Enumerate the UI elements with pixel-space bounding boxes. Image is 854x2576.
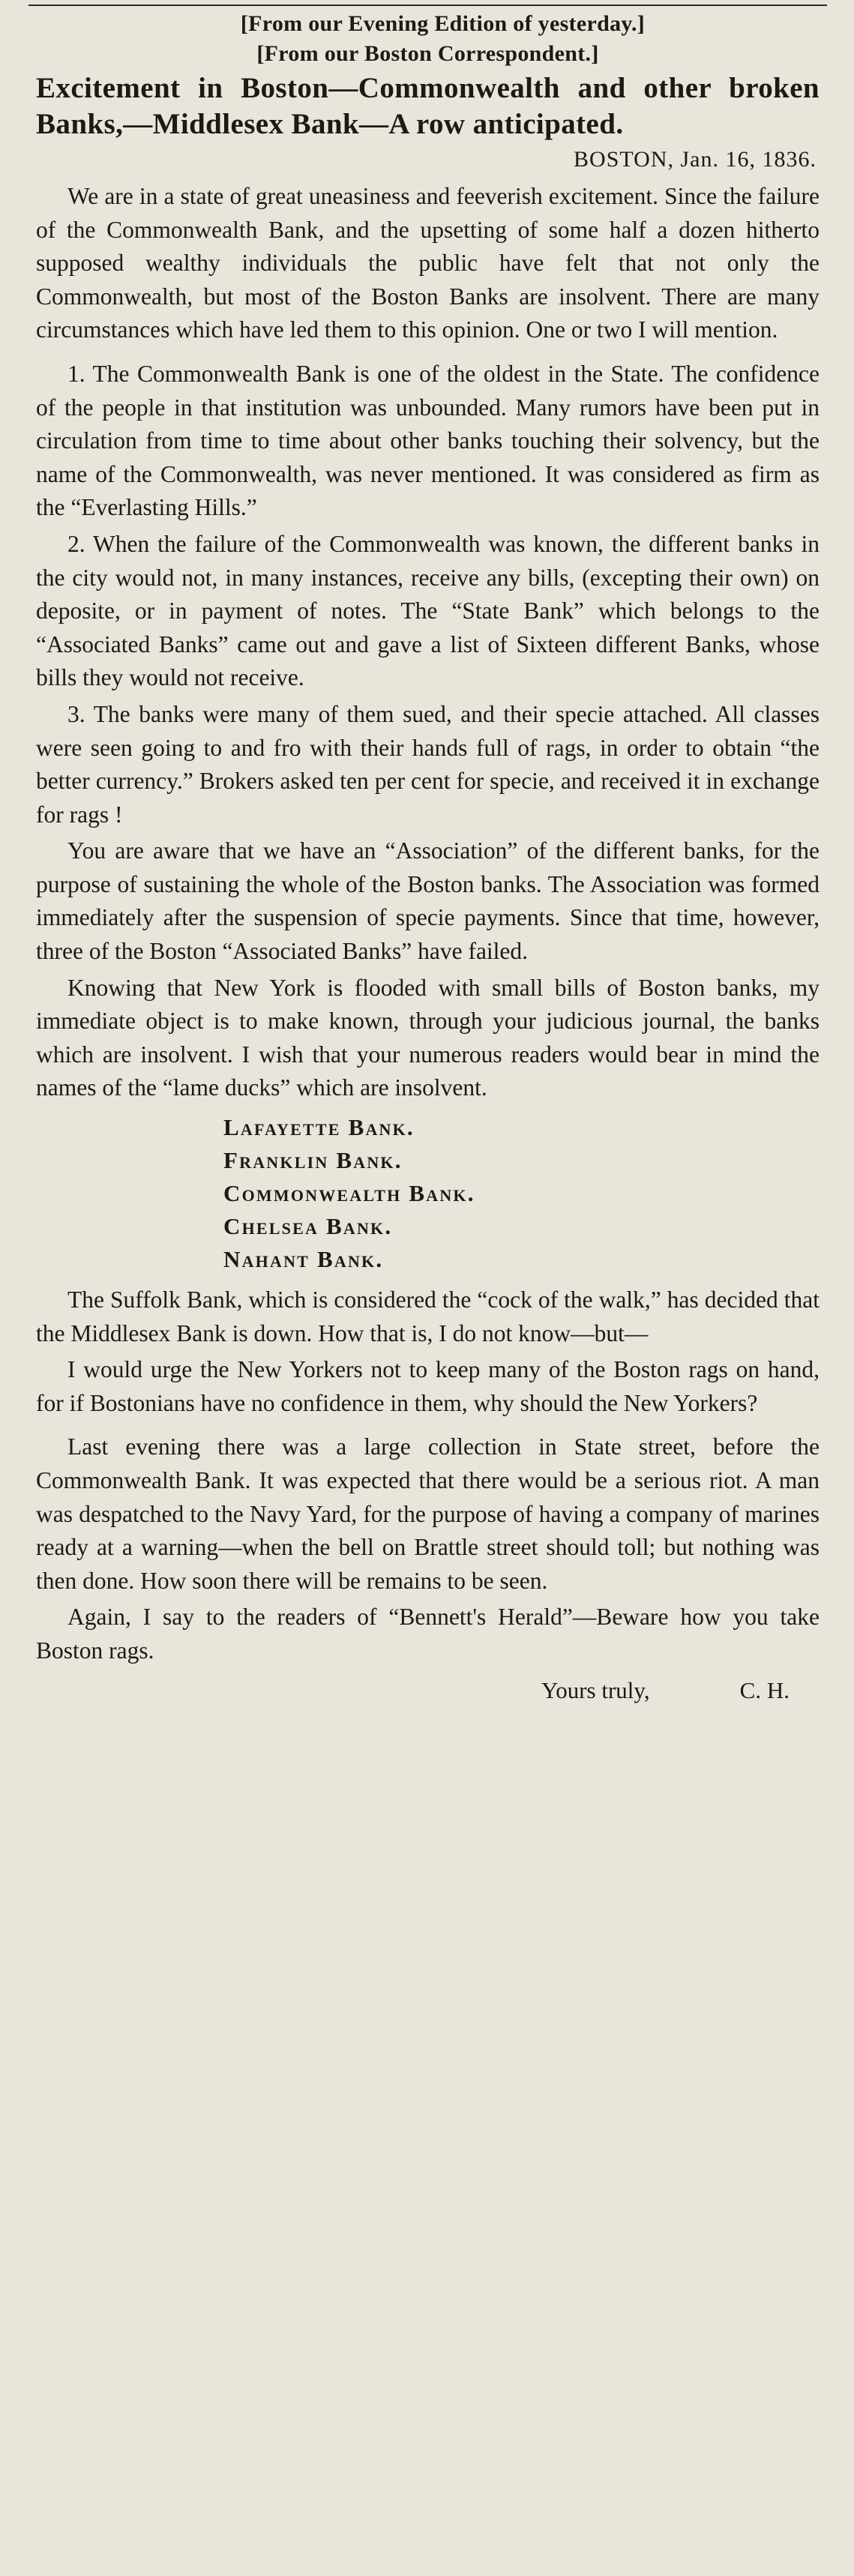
- paragraph: 3. The banks were many of them sued, and their specie attached. All classes were seen going to and fro with their hands full of rags, in order to obtain “the better currency.” Brokers asked ten per cent for specie, and received it in exchange for rags !: [36, 700, 820, 828]
- paragraph: Last evening there was a large collection in State street, before the Commonwealth Bank. It was expected that there would be a serious riot. A man was despatched to the Navy Yard, for the purpose of having a company of marines ready at a warning—when the bell on Brattle street should toll; but nothing was then done. How soon there will be remains to be seen.: [36, 1433, 820, 1594]
- author-initials: C. H.: [739, 1676, 790, 1703]
- correspondent-note: [From our Boston Correspondent.]: [256, 41, 599, 66]
- headline: Excitement in Boston—Commonwealth and other broken Banks,—Middlesex Bank—A row anticipated.: [36, 72, 820, 140]
- paragraph: 2. When the failure of the Commonwealth was known, the different banks in the city would not, in many instances, receive any bills, (excepting their own) on deposite, or in payment of notes. The “State Bank” which belongs to the “Associated Banks” came out and gave a list of Sixteen different Banks, whose bills they would not receive.: [36, 530, 820, 691]
- paragraph: The Suffolk Bank, which is considered the “cock of the walk,” has decided that the Middlesex Bank is down. How that is, I do not know—but—: [36, 1287, 820, 1346]
- paragraph: I would urge the New Yorkers not to keep many of the Boston rags on hand, for if Bostonians have no confidence in them, why should the New Yorkers?: [36, 1356, 820, 1416]
- list-item: Nahant Bank.: [223, 1246, 384, 1273]
- closing: Yours truly,: [541, 1676, 650, 1703]
- list-item: Chelsea Bank.: [223, 1213, 393, 1240]
- dateline: BOSTON, Jan. 16, 1836.: [574, 147, 817, 172]
- paragraph: 1. The Commonwealth Bank is one of the oldest in the State. The confidence of the people in that institution was unbounded. Many rumors have been put in circulation from time to time about other banks touching their solvency, but the name of the Commonwealth, was never mentioned. It was considered as firm as the “Everlasting Hills.”: [36, 360, 820, 521]
- article-body: [36, 180, 820, 1707]
- paragraph: You are aware that we have an “Association” of the different banks, for the purpose of sustaining the whole of the Boston banks. The Association was formed immediately after the suspension of specie payments. Since that time, however, three of the Boston “Associated Banks” have failed.: [36, 837, 820, 965]
- paragraph: Knowing that New York is flooded with small bills of Boston banks, my immediate object is to make known, through your judicious journal, the banks which are insolvent. I wish that your numerous readers would bear in mind the names of the “lame ducks” which are insolvent.: [36, 974, 820, 1101]
- paragraph: We are in a state of great uneasiness and feeverish excitement. Since the failure of the Commonwealth Bank, and the upsetting of some half a dozen hitherto supposed wealthy individuals the public have felt that not only the Commonwealth, but most of the Boston Banks are insolvent. There are many circumstances which have led them to this opinion. One or two I will mention.: [36, 183, 820, 343]
- list-item: Franklin Bank.: [223, 1147, 403, 1174]
- list-item: Commonwealth Bank.: [223, 1180, 475, 1207]
- paragraph: Again, I say to the readers of “Bennett's Herald”—Beware how you take Boston rags.: [36, 1604, 820, 1664]
- top-rule: [28, 4, 827, 6]
- edition-note: [From our Evening Edition of yesterday.]: [240, 11, 646, 36]
- list-item: Lafayette Bank.: [223, 1114, 415, 1141]
- signoff: [36, 1674, 820, 1707]
- insolvent-bank-list: [223, 1111, 820, 1276]
